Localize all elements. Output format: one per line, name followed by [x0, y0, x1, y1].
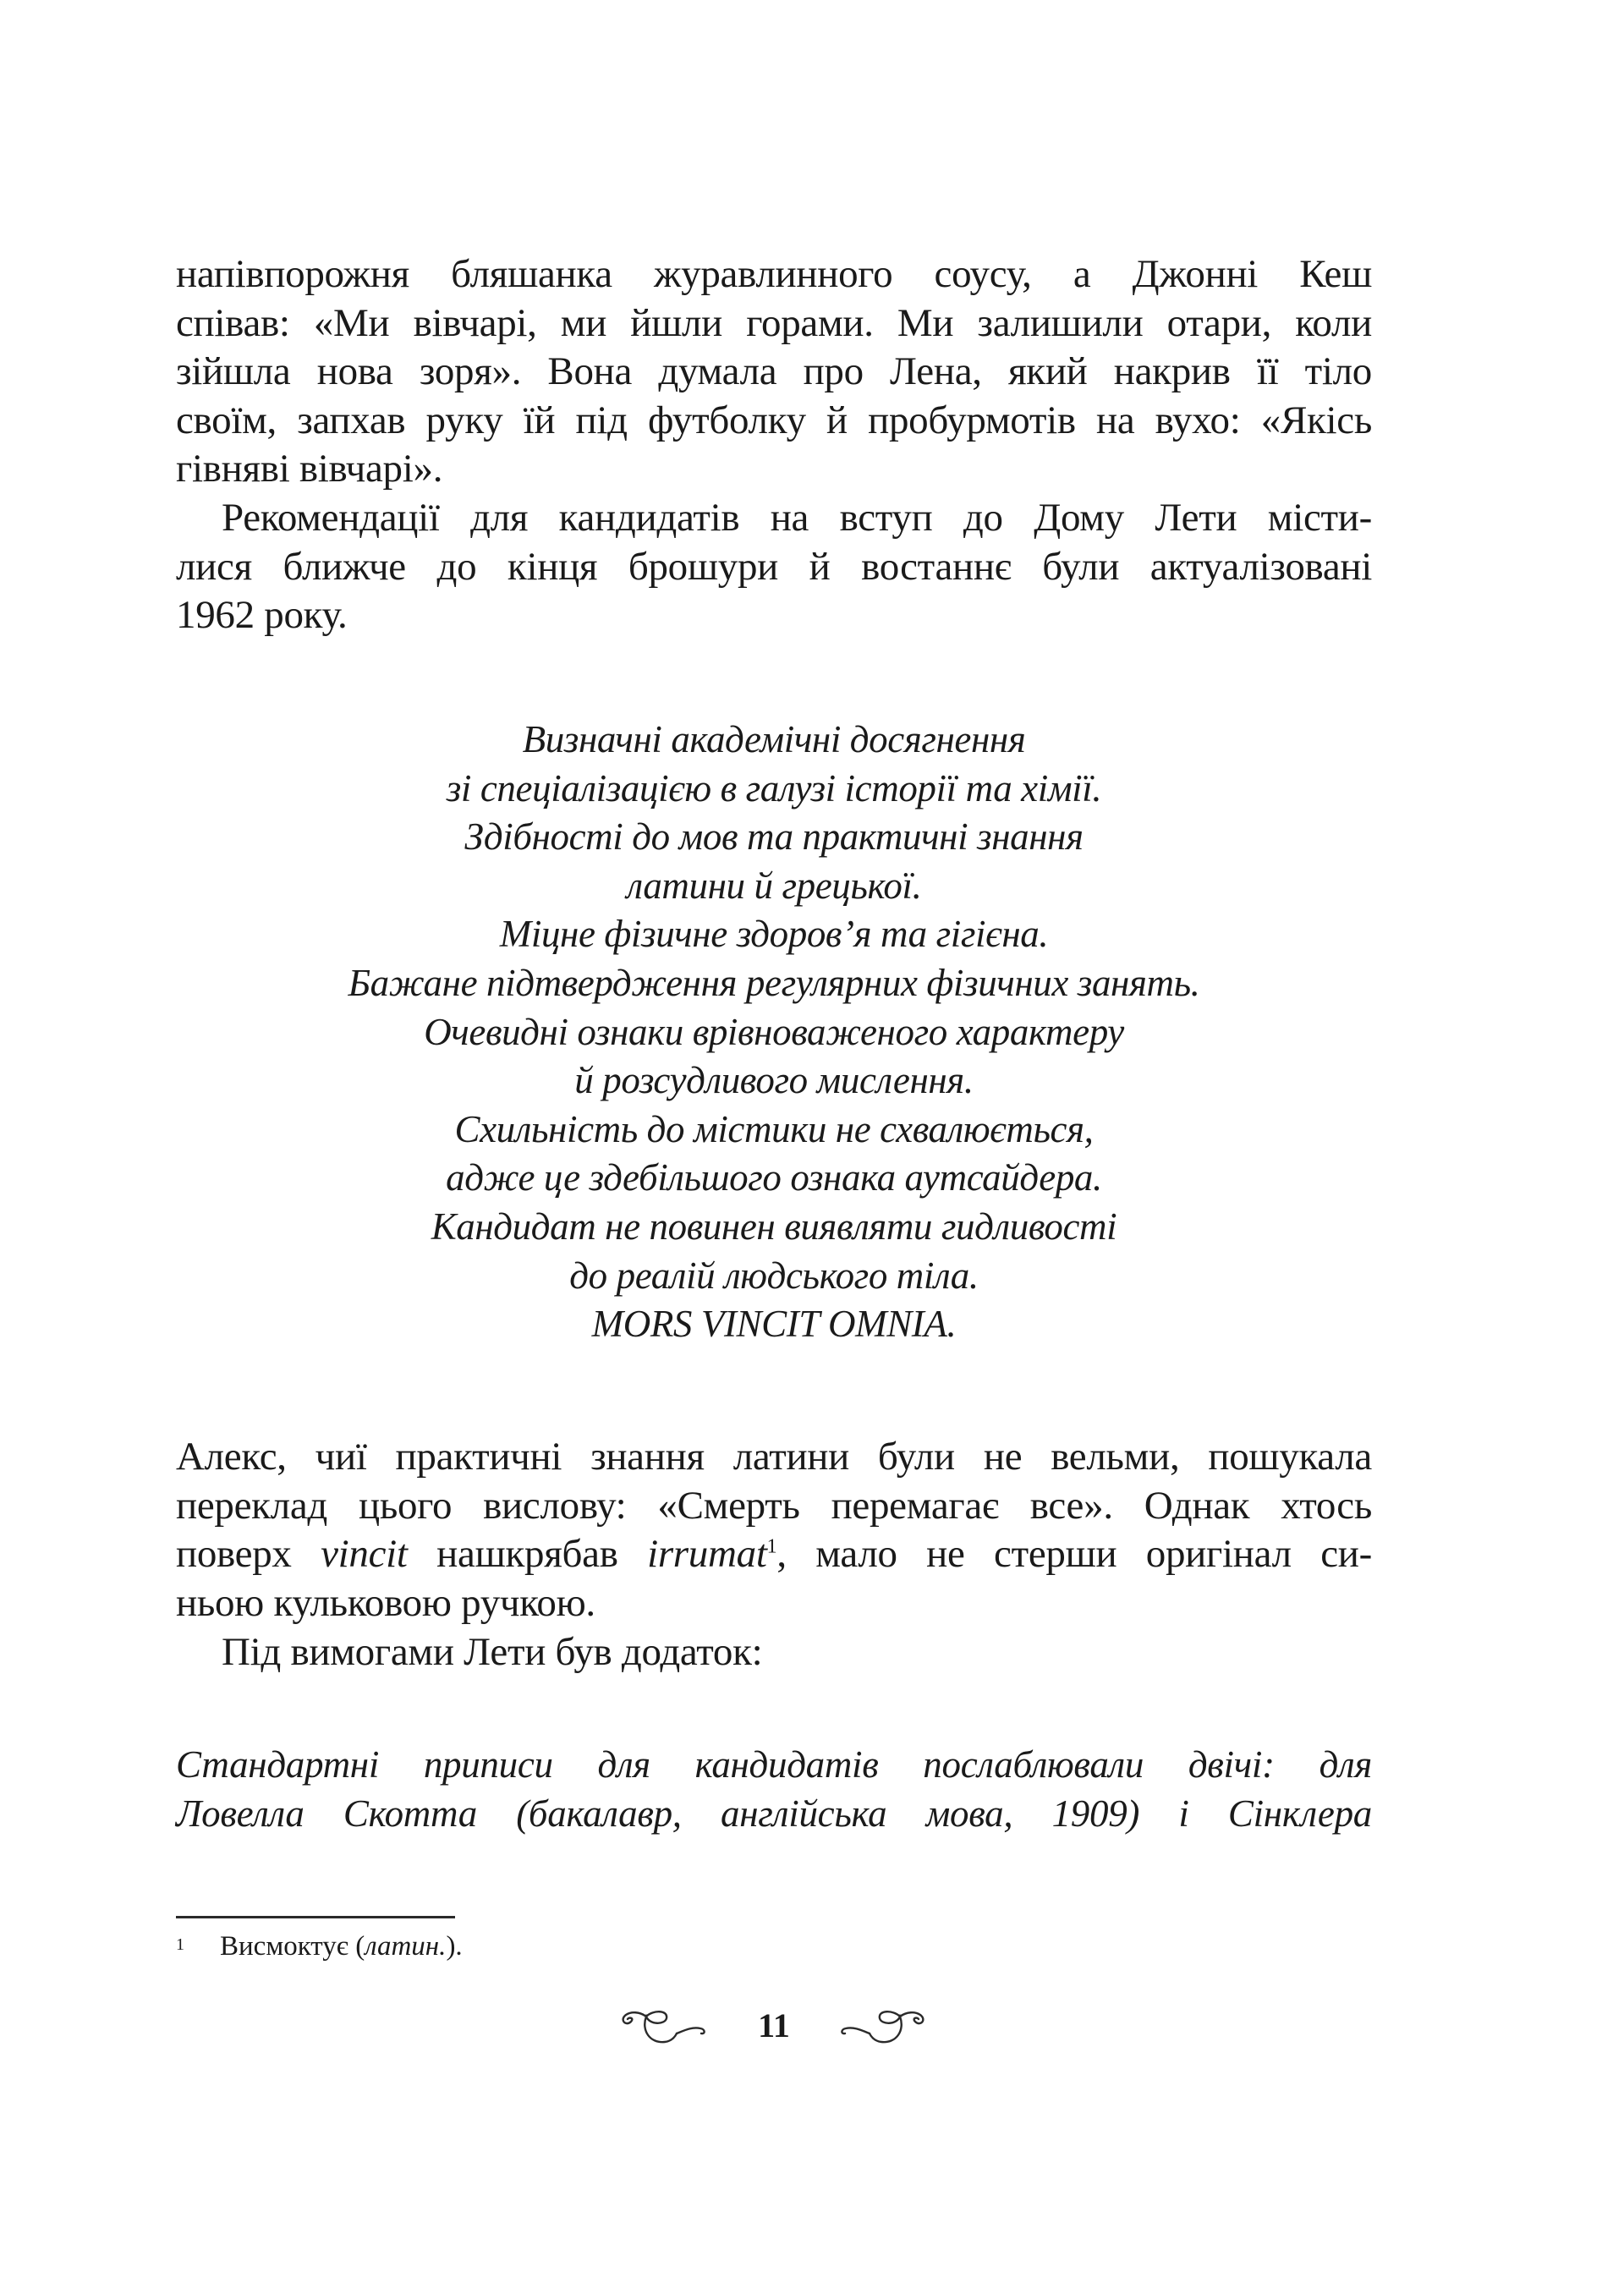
footnote-divider: [176, 1916, 455, 1918]
text-line: 1962 року.: [176, 593, 348, 638]
verse-line: зі спеціалізацією в галузі історії та хімії.: [446, 766, 1102, 809]
paragraph-continuation: [176, 250, 1372, 494]
text-line: співав: «Ми вівчарі, ми йшли горами. Ми залишили отари, коли: [176, 300, 1372, 345]
text-line: своїм, запхав руку їй під футболку й пробурмотів на вухо: «Якісь: [176, 398, 1372, 442]
footnote-number: 1: [176, 1935, 184, 1954]
verse-line: латини й грецької.: [626, 864, 922, 907]
paragraph-recommendations: [176, 494, 1372, 640]
verse-line: Очевидні ознаки врівноваженого характеру: [424, 1010, 1124, 1053]
requirements-verse: [176, 716, 1372, 1349]
verse-line: Міцне фізичне здоров’я та гігієна.: [499, 913, 1049, 956]
text-line: ньою кульковою ручкою.: [176, 1580, 595, 1625]
text-line: Стандартні приписи для кандидатів послаблювали двічі: для: [176, 1743, 1372, 1786]
text-run: поверх: [176, 1532, 321, 1577]
verse-line: Бажане підтвердження регулярних фізичних занять.: [348, 961, 1200, 1004]
text-line: переклад цього вислову: «Смерть перемагає все». Однак хтось: [176, 1483, 1372, 1528]
footnote-italic: латин.: [365, 1931, 447, 1962]
footnote-text: Висмоктує (: [220, 1931, 365, 1962]
verse-line: Кандидат не повинен виявляти гидливості: [431, 1205, 1117, 1248]
text-line: [176, 1530, 1372, 1579]
text-line: зійшла нова зоря». Вона думала про Лена, який накрив її тіло: [176, 349, 1372, 394]
text-line: Рекомендації для кандидатів на вступ до Дому Лети місти-: [222, 496, 1372, 540]
text-line: гівняві вівчарі».: [176, 447, 443, 491]
verse-line: до реалій людського тіла.: [569, 1254, 979, 1297]
footnote-text-end: ).: [446, 1931, 463, 1962]
paragraph-addendum-intro: [176, 1628, 1372, 1677]
text-run: нашкрябав: [407, 1532, 648, 1577]
flourish-right-icon: [829, 2006, 930, 2049]
text-line: Під вимогами Лети був додаток:: [222, 1630, 763, 1674]
paragraph-alex: [176, 1433, 1372, 1627]
verse-line: Здібності до мов та практичні знання: [464, 815, 1084, 859]
verse-line: Визначні академічні досягнення: [522, 718, 1026, 760]
footnote: [176, 1926, 463, 1965]
page-folio: [0, 1996, 1624, 2055]
verse-line: адже це здебільшого ознака аутсайдера.: [446, 1156, 1102, 1199]
italic-word-vincit: vincit: [321, 1532, 408, 1577]
text-line: Ловелла Скотта (бакалавр, англійська мова, 1909) і Сінклера: [176, 1792, 1372, 1835]
text-line: напівпорожня бляшанка журавлинного соусу, а Джонні Кеш: [176, 252, 1372, 296]
text-line: Алекс, чиї практичні знання латини були не вельми, пошукала: [176, 1435, 1372, 1479]
text-run: , мало не стерши оригінал си-: [776, 1532, 1372, 1577]
verse-line: й розсудливого мислення.: [574, 1059, 974, 1102]
footnote-reference[interactable]: 1: [766, 1535, 777, 1558]
addendum-italic: [176, 1741, 1372, 1838]
text-line: лися ближче до кінця брошури й востаннє були актуалізовані: [176, 544, 1372, 589]
flourish-left-icon: [616, 2006, 717, 2049]
italic-word-irrumat: irrumat: [647, 1532, 767, 1577]
verse-line: Схильність до містики не схвалюється,: [454, 1107, 1094, 1150]
page-number: 11: [758, 2006, 790, 2044]
verse-motto: MORS VINCIT OMNIA.: [591, 1303, 957, 1346]
